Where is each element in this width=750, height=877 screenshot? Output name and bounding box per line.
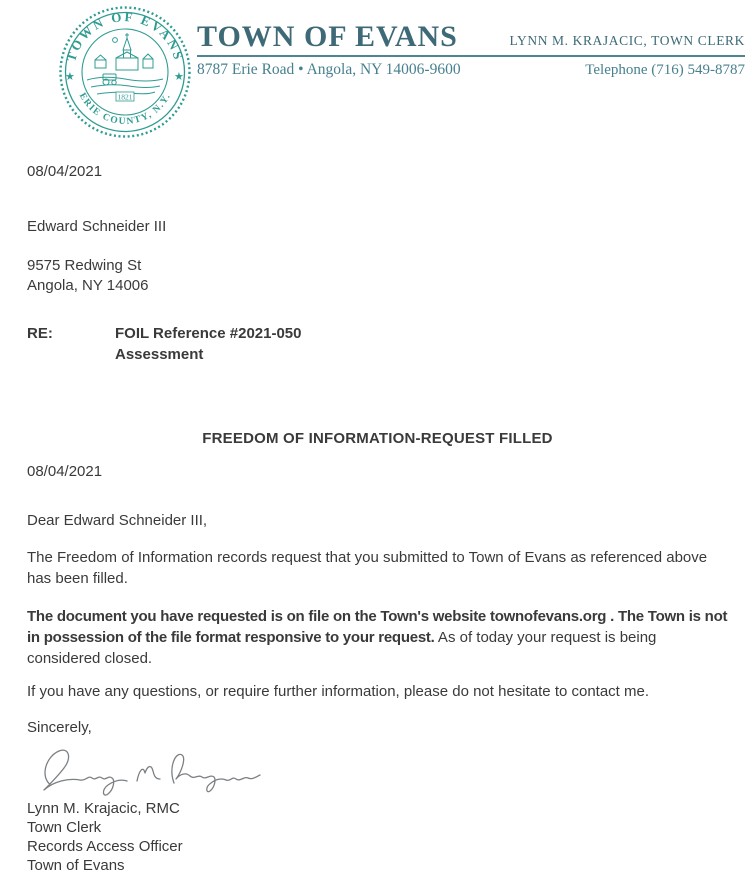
seal-scene (87, 33, 163, 94)
clerk-name-line: LYNN M. KRAJACIC, TOWN CLERK (509, 33, 745, 48)
seal-year: 1821 (117, 92, 133, 102)
letterhead (0, 0, 750, 150)
org-title: TOWN OF EVANS (197, 20, 458, 53)
paragraph-3: If you have any questions, or require further information, please do not hesitate to contact me. (27, 683, 650, 700)
signer-role: Records Access Officer (27, 838, 183, 855)
recipient-name: Edward Schneider III (27, 218, 167, 235)
svg-text:TOWN OF EVANS (63, 9, 187, 63)
seal-star-left-icon: ★ (65, 71, 75, 83)
signature-image (37, 745, 262, 797)
org-phone: Telephone (716) 549-8787 (585, 62, 745, 78)
recipient-address (27, 256, 728, 296)
signer-title: Town Clerk (27, 819, 102, 836)
paragraph-2 (27, 606, 728, 669)
header-divider (197, 55, 745, 57)
body-date: 08/04/2021 (27, 463, 103, 480)
re-reference: FOIL Reference #2021-050 (115, 325, 302, 342)
re-block (27, 323, 728, 365)
seal-top-text: TOWN OF EVANS (63, 8, 187, 64)
closing: Sincerely, (27, 719, 92, 736)
paragraph-2-bold: The document you have requested is on file on the Town's website townofevans.org . The Town is not in possession of the file format responsive to your request. (27, 608, 728, 646)
org-address: 8787 Erie Road • Angola, NY 14006-9600 (197, 61, 461, 78)
recipient-city: Angola, NY 14006 (27, 277, 149, 294)
seal-bottom-text: ERIE COUNTY, N.Y. (76, 91, 174, 128)
salutation: Dear Edward Schneider III, (27, 512, 208, 529)
letter-heading: FREEDOM OF INFORMATION-REQUEST FILLED (202, 430, 553, 447)
town-seal-graphic (57, 4, 193, 140)
re-label: RE: (27, 325, 53, 342)
paragraph-1: The Freedom of Information records request that you submitted to Town of Evans as referenced above has been filled. (27, 549, 708, 587)
signer-block (27, 799, 728, 875)
paragraph-2-normal: As of today your request is being considered closed. (27, 629, 657, 667)
signer-org: Town of Evans (27, 857, 125, 874)
letter-body (0, 150, 750, 875)
letterhead-text (197, 20, 745, 79)
re-details (115, 323, 302, 365)
town-seal (57, 4, 193, 140)
letter-date: 08/04/2021 (27, 163, 103, 180)
seal-star-right-icon: ★ (174, 71, 184, 83)
recipient-street: 9575 Redwing St (27, 257, 142, 274)
signer-name: Lynn M. Krajacic, RMC (27, 800, 180, 817)
re-subject: Assessment (115, 346, 204, 363)
